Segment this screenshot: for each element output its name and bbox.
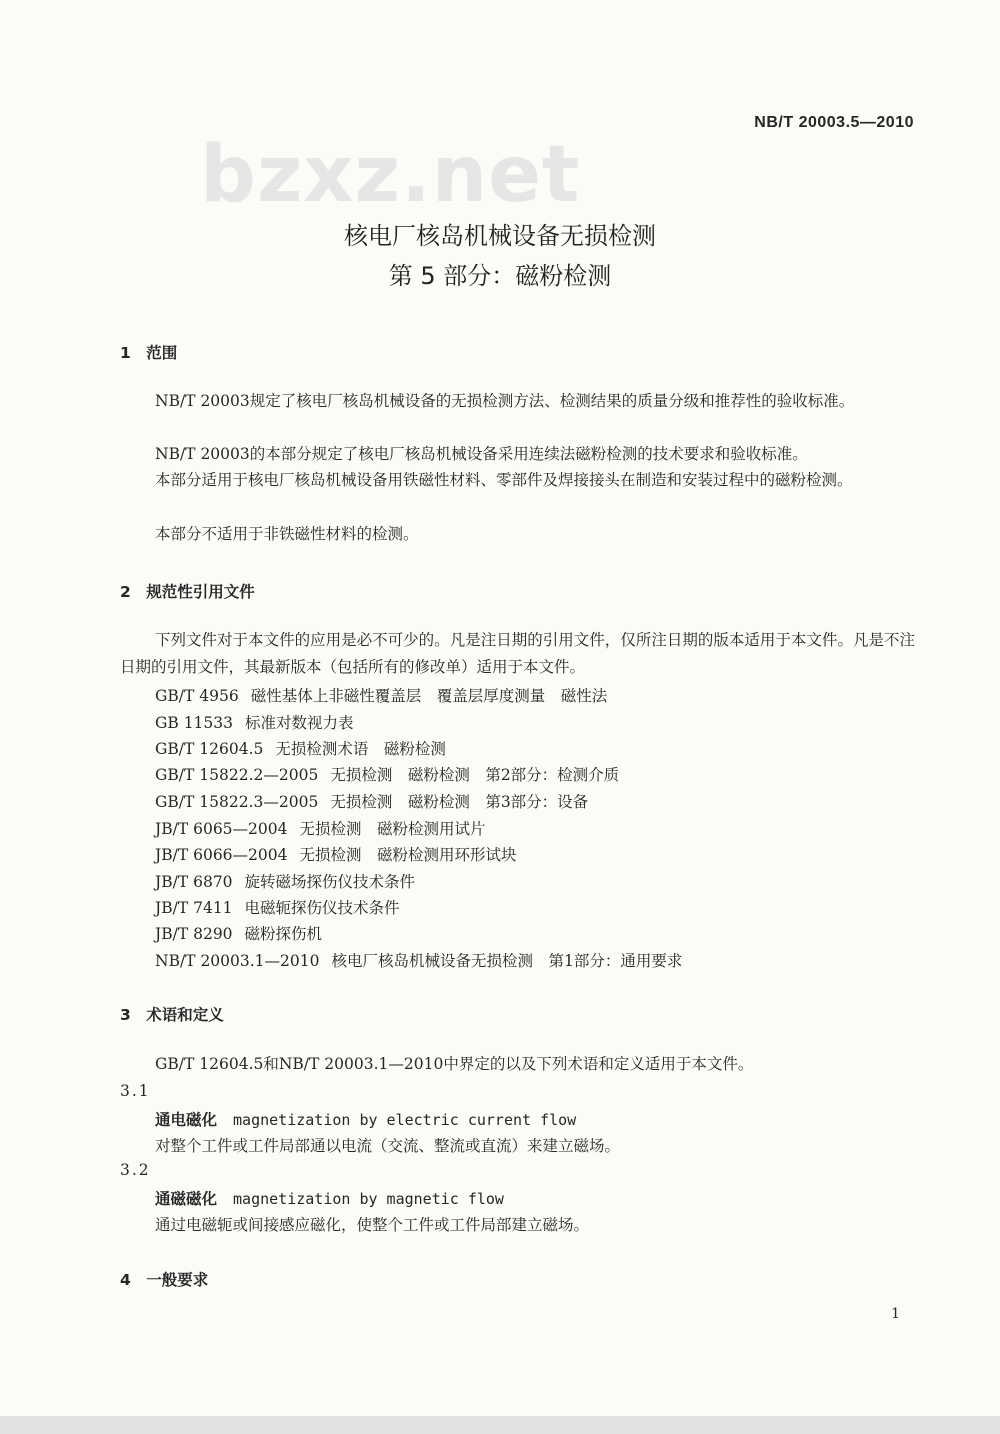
section-2-intro: 下列文件对于本文件的应用是必不可少的。凡是注日期的引用文件，仅所注日期的版本适用于本文件。凡是不注日期的引用文件，其最新版本（包括所有的修改单）适用于本文件。 xyxy=(120,631,915,676)
reference-code: JB/T 6066—2004 xyxy=(155,846,288,864)
reference-item xyxy=(155,922,322,944)
standard-code: NB/T 20003.5—2010 xyxy=(754,114,914,131)
reference-code: GB 11533 xyxy=(155,714,234,732)
term-definition: 通过电磁轭或间接感应磁化，使整个工件或工件局部建立磁场。 xyxy=(155,1216,590,1234)
term-english: magnetization by magnetic flow xyxy=(233,1190,504,1208)
reference-code: JB/T 8290 xyxy=(155,925,233,943)
reference-item xyxy=(155,843,517,865)
reference-code: GB/T 12604.5 xyxy=(155,740,264,758)
reference-title: 磁粉探伤机 xyxy=(244,925,323,943)
watermark: bzxz.net xyxy=(200,130,581,220)
reference-title: 无损检测 磁粉检测用环形试块 xyxy=(299,846,517,864)
term-entry xyxy=(155,1187,504,1209)
reference-item xyxy=(155,896,400,918)
reference-code: NB/T 20003.1—2010 xyxy=(155,952,320,970)
reference-title: 无损检测术语 磁粉检测 xyxy=(275,740,446,758)
document-subtitle: 第 5 部分：磁粉检测 xyxy=(388,262,612,290)
term-number: 3.1 xyxy=(120,1082,151,1100)
reference-title: 无损检测 磁粉检测用试片 xyxy=(299,820,486,838)
section-4-heading: 4 一般要求 xyxy=(120,1271,209,1289)
reference-title: 磁性基体上非磁性覆盖层 覆盖层厚度测量 磁性法 xyxy=(250,687,608,705)
reference-item xyxy=(155,790,588,812)
reference-item xyxy=(155,949,682,971)
reference-title: 标准对数视力表 xyxy=(245,714,354,732)
term-english: magnetization by electric current flow xyxy=(233,1111,577,1129)
reference-code: GB/T 15822.3—2005 xyxy=(155,793,319,811)
reference-item xyxy=(155,763,619,785)
reference-item xyxy=(155,684,607,706)
reference-title: 无损检测 磁粉检测 第2部分：检测介质 xyxy=(330,766,620,784)
reference-item xyxy=(155,870,415,892)
reference-title: 电磁轭探伤仪技术条件 xyxy=(244,899,400,917)
reference-code: JB/T 7411 xyxy=(155,899,233,917)
reference-item xyxy=(155,737,446,759)
reference-item xyxy=(155,817,486,839)
term-entry xyxy=(155,1108,576,1130)
page-number: 1 xyxy=(891,1306,900,1322)
section-3-intro: GB/T 12604.5和NB/T 20003.1—2010中界定的以及下列术语和定义适用于本文件。 xyxy=(155,1055,754,1073)
document-title: 核电厂核岛机械设备无损检测 xyxy=(344,222,656,250)
term-chinese: 通磁磁化 xyxy=(155,1190,218,1208)
section-1-paragraph: 本部分适用于核电厂核岛机械设备用铁磁性材料、零部件及焊接接头在制造和安装过程中的磁粉检测。 xyxy=(155,471,853,489)
reference-title: 无损检测 磁粉检测 第3部分：设备 xyxy=(330,793,589,811)
term-number: 3.2 xyxy=(120,1161,151,1179)
bottom-bar xyxy=(0,1416,1000,1434)
section-1-paragraph: NB/T 20003的本部分规定了核电厂核岛机械设备采用连续法磁粉检测的技术要求和验收标准。 xyxy=(155,445,808,463)
reference-title: 旋转磁场探伤仪技术条件 xyxy=(244,873,416,891)
term-definition: 对整个工件或工件局部通以电流（交流、整流或直流）来建立磁场。 xyxy=(155,1137,621,1155)
reference-item xyxy=(155,711,354,733)
reference-code: JB/T 6065—2004 xyxy=(155,820,288,838)
reference-code: GB/T 15822.2—2005 xyxy=(155,766,319,784)
section-3-heading: 3 术语和定义 xyxy=(120,1006,224,1024)
section-1-paragraph: NB/T 20003规定了核电厂核岛机械设备的无损检测方法、检测结果的质量分级和推荐性的验收标准。 xyxy=(155,392,855,410)
reference-code: GB/T 4956 xyxy=(155,687,239,705)
section-1-paragraph: 本部分不适用于非铁磁性材料的检测。 xyxy=(155,525,419,543)
reference-code: JB/T 6870 xyxy=(155,873,233,891)
section-1-heading: 1 范围 xyxy=(120,344,178,362)
section-2-heading: 2 规范性引用文件 xyxy=(120,583,255,601)
reference-title: 核电厂核岛机械设备无损检测 第1部分：通用要求 xyxy=(331,952,683,970)
term-chinese: 通电磁化 xyxy=(155,1111,218,1129)
